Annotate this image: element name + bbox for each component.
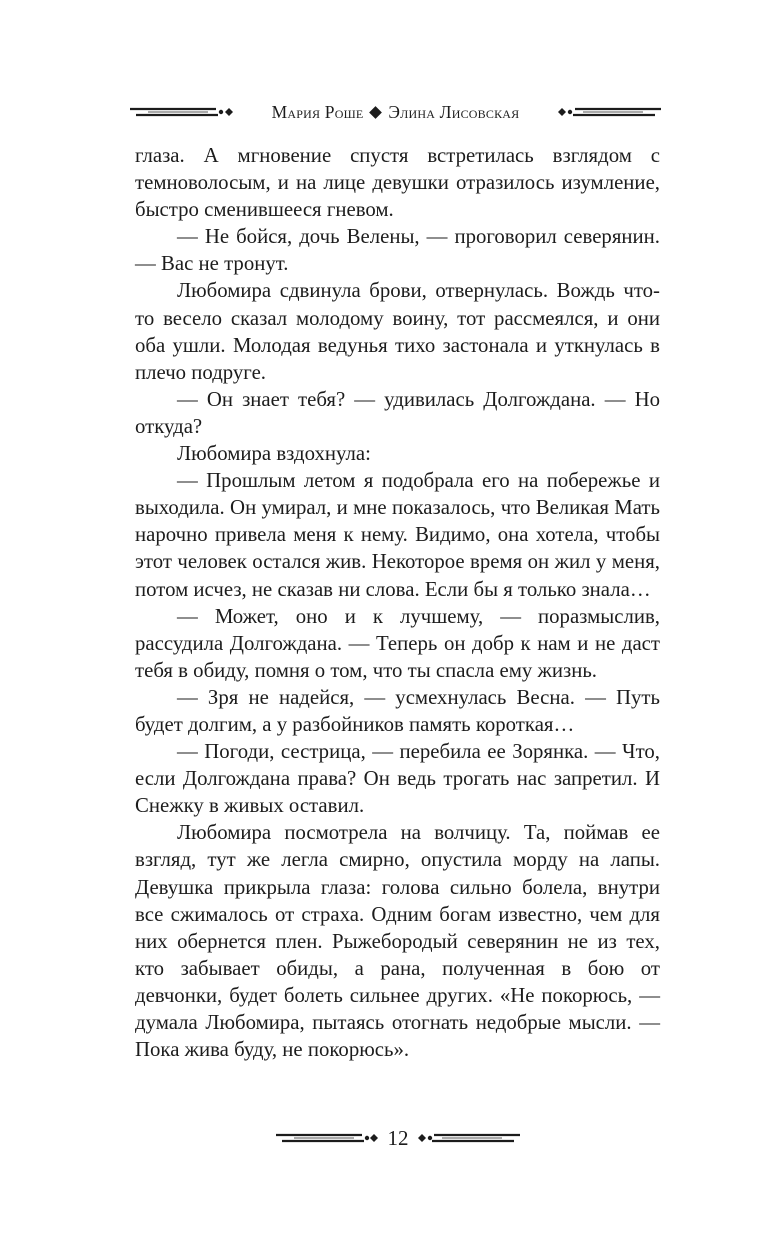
paragraph-6: — Прошлым летом я подобрала его на побережье и выходила. Он умирал, и мне показалось, что Великая Мать нарочно привела меня к нему. Видимо, она хотела, чтобы этот человек остался жив. Некоторое время он жил у меня, потом исчез, не сказав ни слова. Если бы я только знала… — [135, 469, 660, 601]
page-footer — [274, 1124, 522, 1152]
author-name-2: Элина Лисовская — [388, 101, 520, 122]
paragraph-2: — Не бойся, дочь Велены, — проговорил северянин. — Вас не тронут. — [135, 225, 660, 276]
author-name-1: Мария Роше — [271, 101, 364, 122]
paragraph-10: Любомира посмотрела на волчицу. Та, поймав ее взгляд, тут же легла смирно, опустила морду на лапы. Девушка прикрыла глаза: голова сильно болела, внутри все сжималось от страха. Одним богам известно, чем для них обернется плен. Рыжебородый северянин не из тех, кто забывает обиды, а рана, полученная в бою от девчонки, будет болеть сильнее других. «Не покорюсь, — думала Любомира, пытаясь отогнать недобрые мысли. — Пока жива буду, не покорюсь». — [135, 821, 660, 1062]
paragraph-8: — Зря не надейся, — усмехнулась Весна. — Путь будет долгим, а у разбойников память короткая… — [135, 685, 660, 736]
page-body — [135, 142, 660, 1063]
running-header — [128, 98, 663, 126]
footer-right-ornament-icon — [417, 1128, 522, 1148]
paragraph-9: — Погоди, сестрица, — перебила ее Зорянка. — Что, если Долгождана права? Он ведь трогать нас запретил. И Снежку в живых оставил. — [135, 740, 660, 818]
paragraph-1: глаза. А мгновение спустя встретилась взглядом с темноволосым, и на лице девушки отразилось изумление, быстро сменившееся гневом. — [135, 144, 660, 222]
paragraph-4: — Он знает тебя? — удивилась Долгождана. — Но откуда? — [135, 387, 660, 438]
page-number: 12 — [387, 1125, 409, 1150]
paragraph-3: Любомира сдвинула брови, отвернулась. Вождь что-то весело сказал молодому воину, тот рассмеялся, и они оба ушли. Молодая ведунья тихо застонала и уткнулась в плечо подруге. — [135, 279, 660, 384]
paragraph-7: — Может, оно и к лучшему, — поразмыслив, рассудила Долгождана. — Теперь он добр к нам и не даст тебя в обиду, помня о том, что ты спасла ему жизнь. — [135, 604, 660, 682]
right-ornament-icon — [557, 102, 663, 122]
footer-left-ornament-icon — [274, 1128, 379, 1148]
diamond-separator-icon — [370, 106, 383, 119]
left-ornament-icon — [128, 102, 234, 122]
book-authors — [272, 102, 520, 123]
paragraph-5: Любомира вздохнула: — [177, 442, 371, 466]
